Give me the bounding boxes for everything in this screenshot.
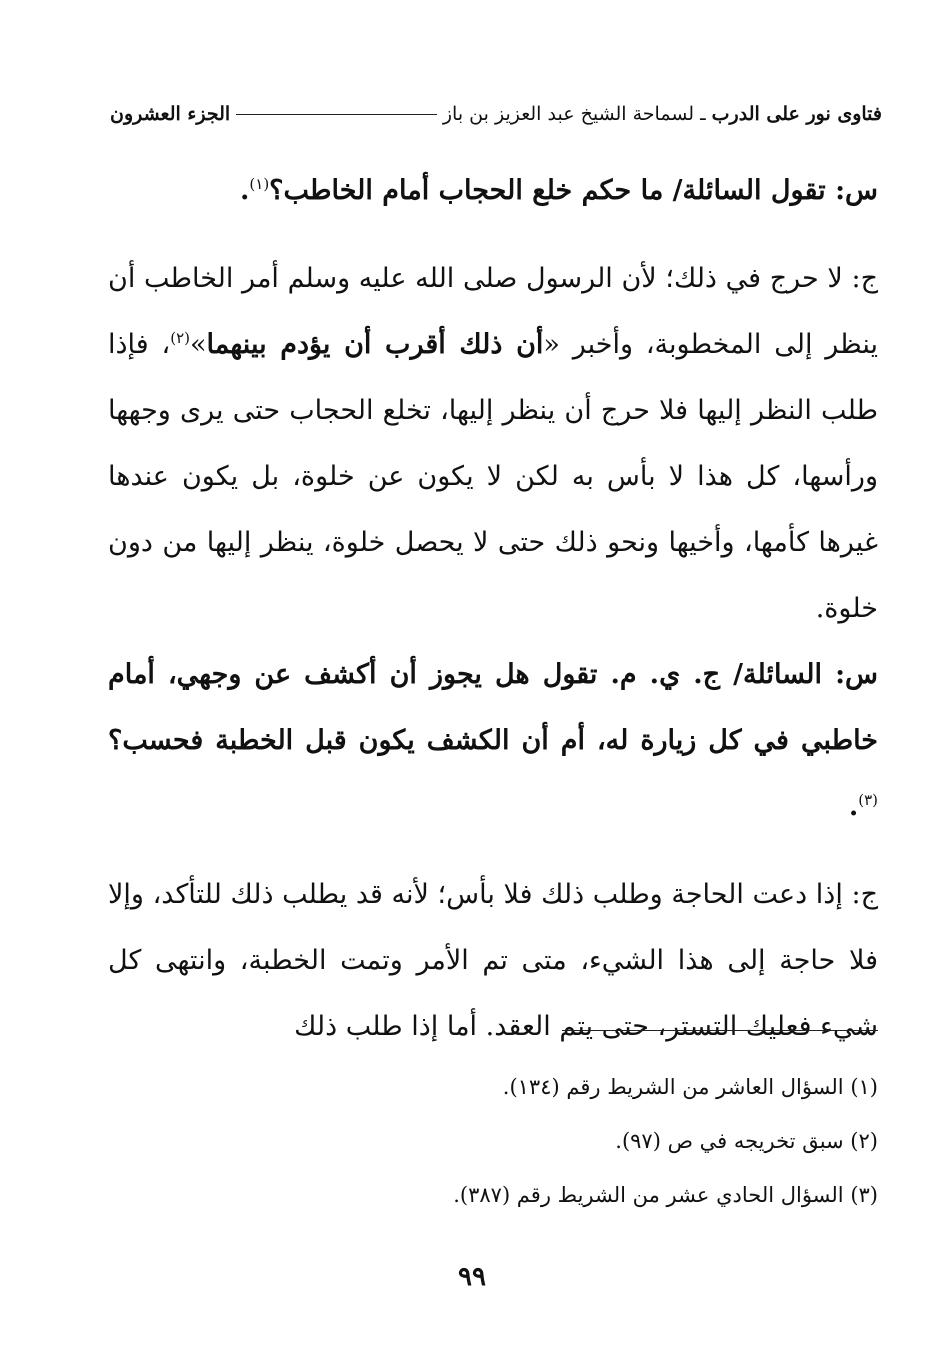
question-text: تقول السائلة/ ما حكم خلع الحجاب أمام الخاطب؟ bbox=[269, 175, 826, 206]
answer-text: إذا دعت الحاجة وطلب ذلك فلا بأس؛ لأنه قد يطلب ذلك للتأكد، وإلا فلا حاجة إلى هذا الشيء، متى تم الأمر وتمت الخطبة، وانتهى كل شيء فعليك التستر، حتى يتم العقد. أما إذا طلب ذلك bbox=[108, 879, 878, 1042]
volume-part: الجزء العشرون bbox=[110, 103, 231, 125]
header-dash: ـ bbox=[700, 103, 706, 125]
footnote-ref: (١) bbox=[249, 175, 270, 193]
book-title: فتاوى نور على الدرب bbox=[711, 103, 882, 125]
footnote-2: (٢) سبق تخريجه في ص (٩٧). bbox=[615, 1129, 878, 1153]
answer-prefix: ج: bbox=[851, 263, 878, 294]
footnote-1: (١) السؤال العاشر من الشريط رقم (١٣٤). bbox=[502, 1075, 878, 1099]
answer-prefix: ج: bbox=[851, 879, 878, 910]
author-line: لسماحة الشيخ عبد العزيز بن باز bbox=[442, 103, 695, 125]
answer-1 bbox=[108, 246, 878, 642]
question-prefix: س: bbox=[835, 659, 878, 690]
question-end: . bbox=[239, 175, 250, 206]
hadith-quote: أن ذلك أقرب أن يؤدم بينهما bbox=[206, 329, 544, 360]
question-end: . bbox=[848, 791, 859, 822]
page-number: ٩٩ bbox=[458, 1262, 486, 1292]
question-1 bbox=[108, 158, 878, 224]
footnote-ref: (٢) bbox=[170, 329, 190, 347]
footnote-3: (٣) السؤال الحادي عشر من الشريط رقم (٣٨٧). bbox=[453, 1183, 878, 1207]
answer-text-start: لا حرج في ذلك؛ لأن الرسول صلى الله عليه وسلم أمر الخاطب أن ينظر إلى المخطوبة، وأخبر « bbox=[108, 263, 878, 360]
answer-text-rest: ، فإذا طلب النظر إليها فلا حرج أن ينظر إليها، تخلع الحجاب حتى يرى وجهها ورأسها، كل هذا لا بأس به لكن لا يكون عن خلوة، بل يكون عندها غيرها كأمها، وأخيها ونحو ذلك حتى لا يحصل خلوة، ينظر إليها من دون خلوة. bbox=[108, 329, 878, 624]
question-2 bbox=[108, 642, 878, 840]
header-rule bbox=[236, 114, 437, 115]
question-text: السائلة/ ج. ي. م. تقول هل يجوز أن أكشف عن وجهي، أمام خاطبي في كل زيارة له، أم أن الكشف يكون قبل الخطبة فحسب؟ bbox=[108, 659, 878, 756]
running-header bbox=[110, 98, 882, 130]
footnotes bbox=[108, 1060, 878, 1222]
quote-close: » bbox=[189, 329, 207, 360]
main-text bbox=[108, 158, 878, 1060]
question-prefix: س: bbox=[835, 175, 878, 206]
footnote-ref: (٣) bbox=[858, 791, 878, 809]
footnote-separator bbox=[562, 1030, 878, 1031]
